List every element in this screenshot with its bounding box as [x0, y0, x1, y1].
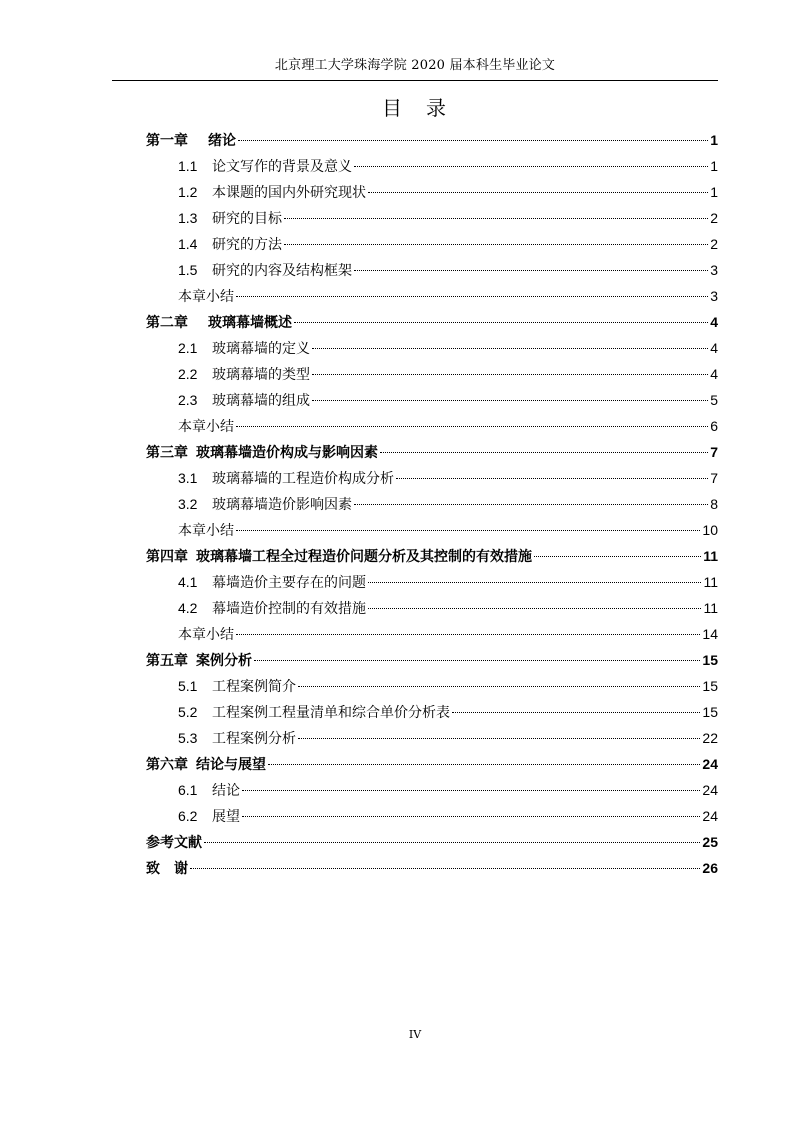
dot-leader [242, 816, 700, 817]
toc-entry-label: 玻璃幕墙工程全过程造价问题分析及其控制的有效措施 [196, 549, 532, 565]
dot-leader [236, 296, 708, 297]
dot-leader [368, 582, 701, 583]
toc-entry-page: 3 [710, 288, 718, 304]
toc-entry-page: 24 [702, 756, 718, 772]
toc-entry-page: 25 [702, 834, 718, 850]
toc-entry-page: 1 [710, 158, 718, 174]
toc-entry-label: 结论 [212, 783, 240, 799]
toc-entry-number: 1.4 [178, 236, 198, 252]
toc-entry-page: 15 [702, 704, 718, 720]
toc-entry-label: 本章小结 [178, 523, 234, 539]
toc-entry-label: 工程案例简介 [212, 679, 296, 695]
toc-entry-label: 幕墙造价控制的有效措施 [212, 601, 366, 617]
toc-entry-5-2[interactable] [146, 699, 718, 725]
toc-entry-label: 本课题的国内外研究现状 [212, 185, 366, 201]
toc-entry-chapter-1-summary[interactable] [146, 283, 718, 309]
toc-entry-6-2[interactable] [146, 803, 718, 829]
toc-entry-acknowledgements[interactable] [146, 855, 718, 881]
toc-entry-chapter-5[interactable] [146, 647, 718, 673]
toc-entry-label: 结论与展望 [196, 757, 266, 773]
toc-entry-page: 3 [710, 262, 718, 278]
running-header: 北京理工大学珠海学院 2020 届本科生毕业论文 [274, 58, 556, 73]
toc-entry-chapter-6[interactable] [146, 751, 718, 777]
dot-leader [534, 556, 701, 557]
toc-entry-label: 研究的内容及结构框架 [212, 263, 352, 279]
toc-entry-page: 5 [710, 392, 718, 408]
toc-entry-label: 玻璃幕墙造价影响因素 [212, 497, 352, 513]
dot-leader [268, 764, 700, 765]
toc-entry-number: 5.2 [178, 704, 198, 720]
toc-entry-chapter-3[interactable] [146, 439, 718, 465]
dot-leader [284, 218, 708, 219]
toc-entry-6-1[interactable] [146, 777, 718, 803]
toc-entry-5-1[interactable] [146, 673, 718, 699]
dot-leader [298, 738, 700, 739]
toc-entry-chapter-4-summary[interactable] [146, 621, 718, 647]
toc-entry-3-1[interactable] [146, 465, 718, 491]
dot-leader [312, 400, 708, 401]
toc-entry-label: 参考文献 [146, 835, 202, 851]
toc-entry-number: 4.1 [178, 574, 198, 590]
toc-entry-page: 2 [710, 236, 718, 252]
dot-leader [236, 426, 708, 427]
toc-entry-label: 研究的目标 [212, 211, 282, 227]
toc-entry-2-3[interactable] [146, 387, 718, 413]
toc-entry-page: 2 [710, 210, 718, 226]
toc-entry-number: 第一章 [146, 132, 188, 148]
toc-entry-chapter-2-summary[interactable] [146, 413, 718, 439]
dot-leader [354, 166, 708, 167]
toc-entry-label: 致 谢 [146, 861, 188, 877]
toc-entry-label: 案例分析 [196, 653, 252, 669]
toc-entry-label: 研究的方法 [212, 237, 282, 253]
toc-entry-chapter-3-summary[interactable] [146, 517, 718, 543]
toc-entry-chapter-1[interactable] [146, 127, 718, 153]
toc-entry-page: 14 [702, 626, 718, 642]
toc-entry-chapter-4[interactable] [146, 543, 718, 569]
toc-entry-number: 1.3 [178, 210, 198, 226]
toc-entry-page: 22 [702, 730, 718, 746]
toc-entry-label: 工程案例分析 [212, 731, 296, 747]
toc-entry-number: 2.1 [178, 340, 198, 356]
dot-leader [284, 244, 708, 245]
toc-entry-number: 2.2 [178, 366, 198, 382]
dot-leader [236, 530, 700, 531]
page-number: IV [408, 1028, 422, 1041]
toc-entry-label: 玻璃幕墙的组成 [212, 393, 310, 409]
table-of-contents [146, 127, 718, 881]
toc-entry-page: 24 [702, 808, 718, 824]
dot-leader [380, 452, 708, 453]
toc-entry-page: 4 [710, 314, 718, 330]
toc-entry-page: 11 [703, 548, 718, 564]
dot-leader [242, 790, 700, 791]
toc-entry-label: 玻璃幕墙的类型 [212, 367, 310, 383]
dot-leader [254, 660, 700, 661]
toc-entry-chapter-2[interactable] [146, 309, 718, 335]
toc-entry-1-1[interactable] [146, 153, 718, 179]
toc-entry-number: 第四章 [146, 548, 188, 564]
dot-leader [204, 842, 700, 843]
toc-entry-page: 15 [702, 678, 718, 694]
toc-entry-page: 1 [710, 184, 718, 200]
toc-entry-page: 4 [710, 340, 718, 356]
toc-entry-number: 4.2 [178, 600, 198, 616]
toc-entry-label: 本章小结 [178, 627, 234, 643]
toc-entry-number: 第二章 [146, 314, 188, 330]
toc-entry-label: 展望 [212, 809, 240, 825]
toc-entry-page: 7 [710, 470, 718, 486]
toc-title: 目 录 [382, 96, 448, 120]
toc-entry-label: 本章小结 [178, 419, 234, 435]
toc-entry-references[interactable] [146, 829, 718, 855]
dot-leader [312, 374, 708, 375]
dot-leader [368, 608, 701, 609]
toc-entry-label: 绪论 [208, 133, 236, 149]
toc-entry-page: 11 [703, 574, 718, 590]
toc-entry-page: 26 [702, 860, 718, 876]
dot-leader [396, 478, 708, 479]
toc-entry-page: 6 [710, 418, 718, 434]
dot-leader [368, 192, 708, 193]
toc-entry-number: 1.5 [178, 262, 198, 278]
dot-leader [354, 504, 708, 505]
toc-entry-1-4[interactable] [146, 231, 718, 257]
toc-entry-label: 玻璃幕墙造价构成与影响因素 [196, 445, 378, 461]
dot-leader [312, 348, 708, 349]
dot-leader [294, 322, 708, 323]
toc-entry-page: 4 [710, 366, 718, 382]
toc-entry-number: 6.2 [178, 808, 198, 824]
toc-entry-5-3[interactable] [146, 725, 718, 751]
toc-entry-number: 第六章 [146, 756, 188, 772]
toc-entry-number: 3.2 [178, 496, 198, 512]
dot-leader [354, 270, 708, 271]
toc-entry-label: 工程案例工程量清单和综合单价分析表 [212, 705, 450, 721]
dot-leader [238, 140, 708, 141]
toc-entry-label: 玻璃幕墙的工程造价构成分析 [212, 471, 394, 487]
toc-entry-4-2[interactable] [146, 595, 718, 621]
toc-entry-page: 8 [710, 496, 718, 512]
toc-entry-label: 本章小结 [178, 289, 234, 305]
toc-entry-label: 幕墙造价主要存在的问题 [212, 575, 366, 591]
dot-leader [452, 712, 700, 713]
toc-entry-4-1[interactable] [146, 569, 718, 595]
toc-entry-number: 5.3 [178, 730, 198, 746]
toc-entry-page: 11 [703, 600, 718, 616]
toc-entry-page: 24 [702, 782, 718, 798]
dot-leader [190, 868, 700, 869]
toc-entry-number: 1.1 [178, 158, 198, 174]
toc-entry-page: 7 [710, 444, 718, 460]
dot-leader [236, 634, 700, 635]
toc-entry-1-5[interactable] [146, 257, 718, 283]
toc-entry-page: 10 [702, 522, 718, 538]
toc-entry-number: 第五章 [146, 652, 188, 668]
toc-entry-3-2[interactable] [146, 491, 718, 517]
toc-entry-2-2[interactable] [146, 361, 718, 387]
toc-entry-number: 3.1 [178, 470, 198, 486]
toc-entry-number: 6.1 [178, 782, 198, 798]
toc-entry-number: 第三章 [146, 444, 188, 460]
toc-entry-label: 玻璃幕墙概述 [208, 315, 292, 331]
toc-entry-number: 5.1 [178, 678, 198, 694]
toc-entry-number: 2.3 [178, 392, 198, 408]
toc-entry-label: 玻璃幕墙的定义 [212, 341, 310, 357]
dot-leader [298, 686, 700, 687]
toc-entry-page: 15 [702, 652, 718, 668]
toc-entry-label: 论文写作的背景及意义 [212, 159, 352, 175]
toc-entry-1-2[interactable] [146, 179, 718, 205]
toc-entry-page: 1 [710, 132, 718, 148]
toc-entry-2-1[interactable] [146, 335, 718, 361]
toc-entry-number: 1.2 [178, 184, 198, 200]
header-rule [112, 80, 718, 81]
toc-entry-1-3[interactable] [146, 205, 718, 231]
